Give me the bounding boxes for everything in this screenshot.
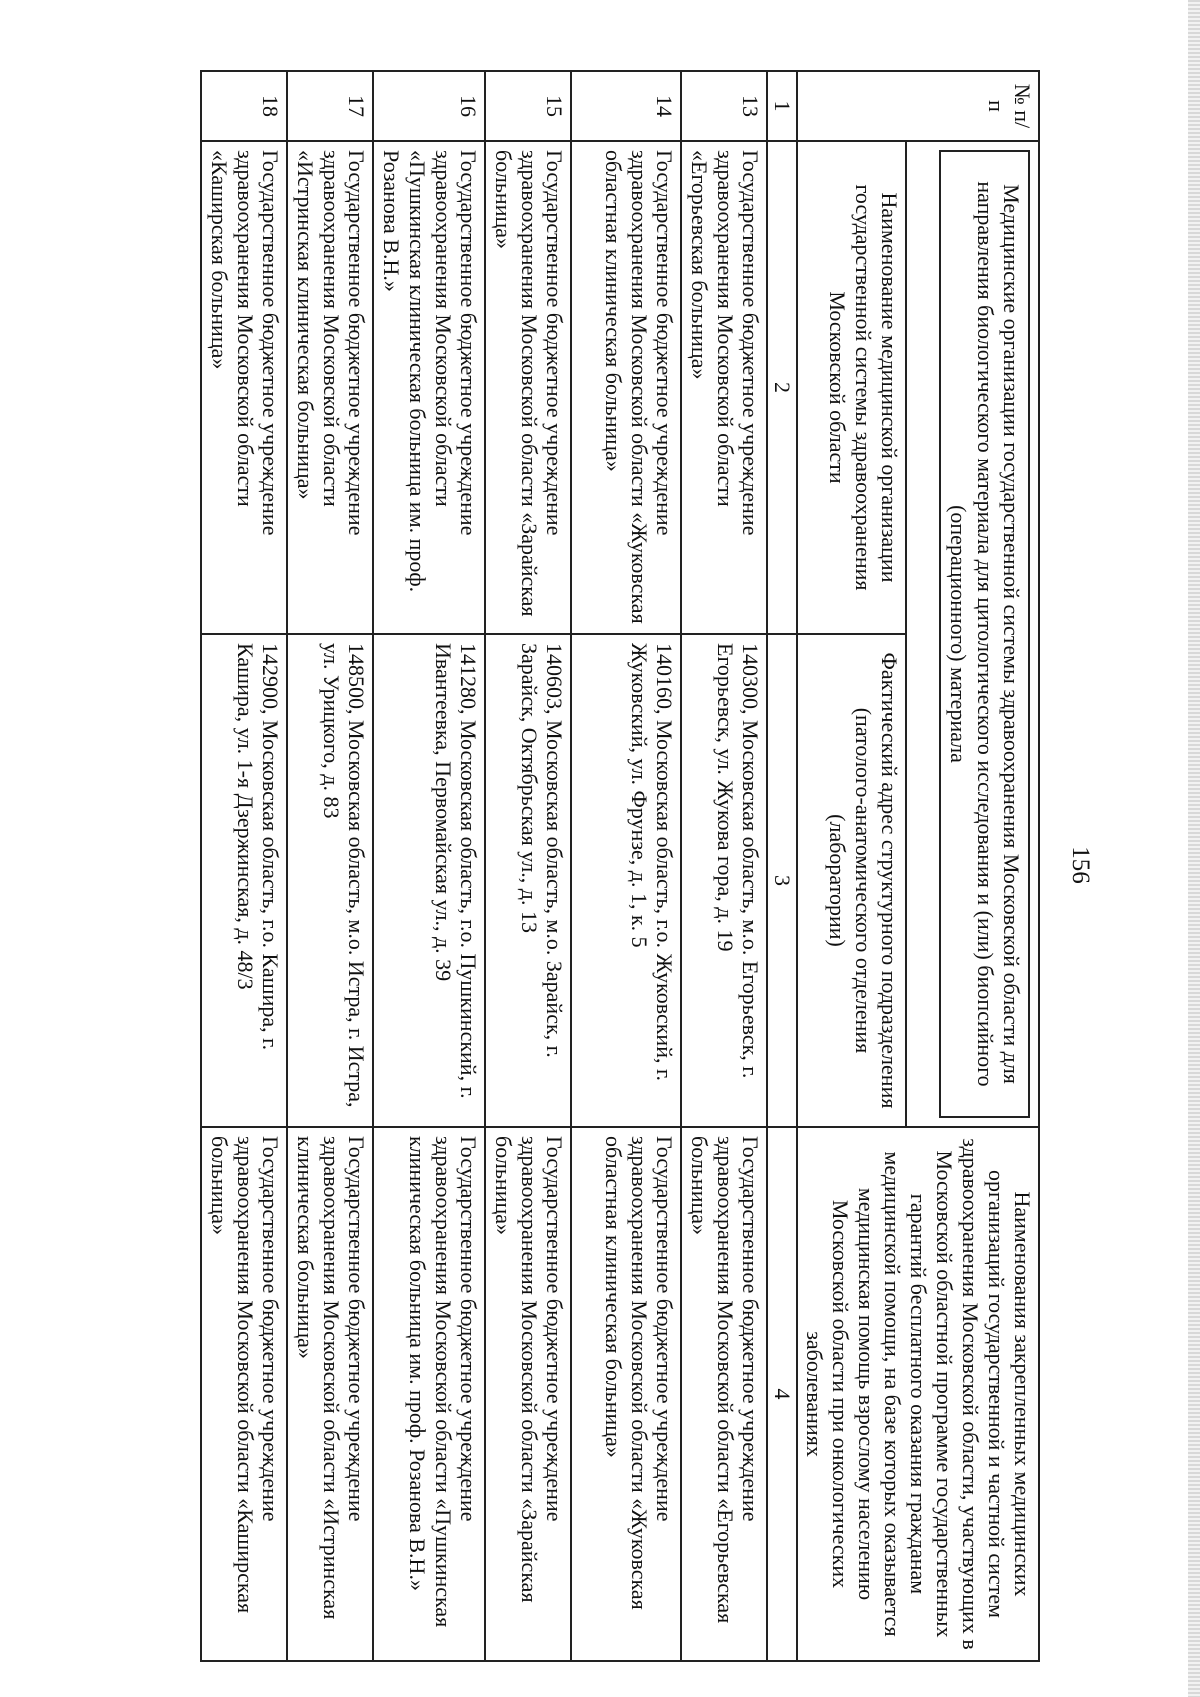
org-name: Государственное бюджетное учреждение здравоохранения Московской области «Каширская больница» <box>201 141 287 634</box>
org-address: 140160, Московская область, г.о. Жуковский, г. Жуковский, ул. Фрунзе, д. 1, к. 5 <box>571 634 681 1127</box>
row-number: 14 <box>571 71 681 141</box>
org-address: 148500, Московская область, м.о. Истра, г. Истра, ул. Урицкого, д. 83 <box>287 634 373 1127</box>
header-assigned: Наименования закрепленных медицинских организаций государственной и частной систем здравоохранения Московской области, участвующих в Московской областной программе государственных гарантий бесплатного оказания гражданам медицинской помощи, на базе которых оказывается медицинская помощь взрослому населению Московской области при онкологических заболеваниях <box>797 1127 1039 1661</box>
index-cell: 2 <box>767 141 797 634</box>
assigned-org: Государственное бюджетное учреждение здравоохранения Московской области «Истринская клиническая больница» <box>287 1127 373 1661</box>
document-page <box>20 70 1100 1660</box>
org-name: Государственное бюджетное учреждение здравоохранения Московской области «Истринская клиническая больница» <box>287 141 373 634</box>
index-cell: 3 <box>767 634 797 1127</box>
row-number: 16 <box>373 71 485 141</box>
scan-edge <box>1188 0 1200 1697</box>
header-address: Фактический адрес структурного подразделения (патолого-анатомического отделения (лаборатории) <box>797 634 906 1127</box>
org-address: 140300, Московская область, м.о. Егорьевск, г. Егорьевск, ул. Жукова гора, д. 19 <box>681 634 767 1127</box>
row-number: 13 <box>681 71 767 141</box>
org-address: 140603, Московская область, м.о. Зарайск, г. Зарайск, Октябрьская ул., д. 13 <box>485 634 571 1127</box>
row-number: 15 <box>485 71 571 141</box>
org-name: Государственное бюджетное учреждение здравоохранения Московской области «Пушкинская клиническая больница им. проф. Розанова В.Н.» <box>373 141 485 634</box>
row-number: 17 <box>287 71 373 141</box>
assigned-org: Государственное бюджетное учреждение здравоохранения Московской области «Пушкинская клиническая больница им. проф. Розанова В.Н.» <box>373 1127 485 1661</box>
header-row <box>906 71 1039 1661</box>
assigned-org: Государственное бюджетное учреждение здравоохранения Московской области «Егорьевская больница» <box>681 1127 767 1661</box>
assigned-org: Государственное бюджетное учреждение здравоохранения Московской области «Жуковская областная клиническая больница» <box>571 1127 681 1661</box>
org-address: 142900, Московская область, г.о. Кашира, г. Кашира, ул. 1-я Дзержинская, д. 48/3 <box>201 634 287 1127</box>
table-row <box>681 71 767 1661</box>
assigned-org: Государственное бюджетное учреждение здравоохранения Московской области «Каширская больница» <box>201 1127 287 1661</box>
table-row <box>373 71 485 1661</box>
header-group <box>906 141 1039 1127</box>
organizations-table <box>200 70 1040 1662</box>
row-number: 18 <box>201 71 287 141</box>
index-cell: 4 <box>767 1127 797 1661</box>
org-address: 141280, Московская область, г.о. Пушкинский, г. Ивантеевка, Первомайская ул., д. 39 <box>373 634 485 1127</box>
page-number: 156 <box>1067 846 1094 884</box>
header-no: № п/п <box>797 71 1039 141</box>
index-cell: 1 <box>767 71 797 141</box>
table-row <box>201 71 287 1661</box>
group-title: Медицинские организации государственной системы здравоохранения Московской области для направления биологического материала для цитологического исследования и (или) биопсийного (операционного) материала <box>939 150 1030 1118</box>
table-row <box>485 71 571 1661</box>
org-name: Государственное бюджетное учреждение здравоохранения Московской области «Зарайская больница» <box>485 141 571 634</box>
index-row <box>767 71 797 1661</box>
org-name: Государственное бюджетное учреждение здравоохранения Московской области «Егорьевская больница» <box>681 141 767 634</box>
assigned-org: Государственное бюджетное учреждение здравоохранения Московской области «Зарайская больница» <box>485 1127 571 1661</box>
org-name: Государственное бюджетное учреждение здравоохранения Московской области «Жуковская областная клиническая больница» <box>571 141 681 634</box>
table-row <box>571 71 681 1661</box>
table-row <box>287 71 373 1661</box>
header-org: Наименование медицинской организации государственной системы здравоохранения Московской области <box>797 141 906 634</box>
